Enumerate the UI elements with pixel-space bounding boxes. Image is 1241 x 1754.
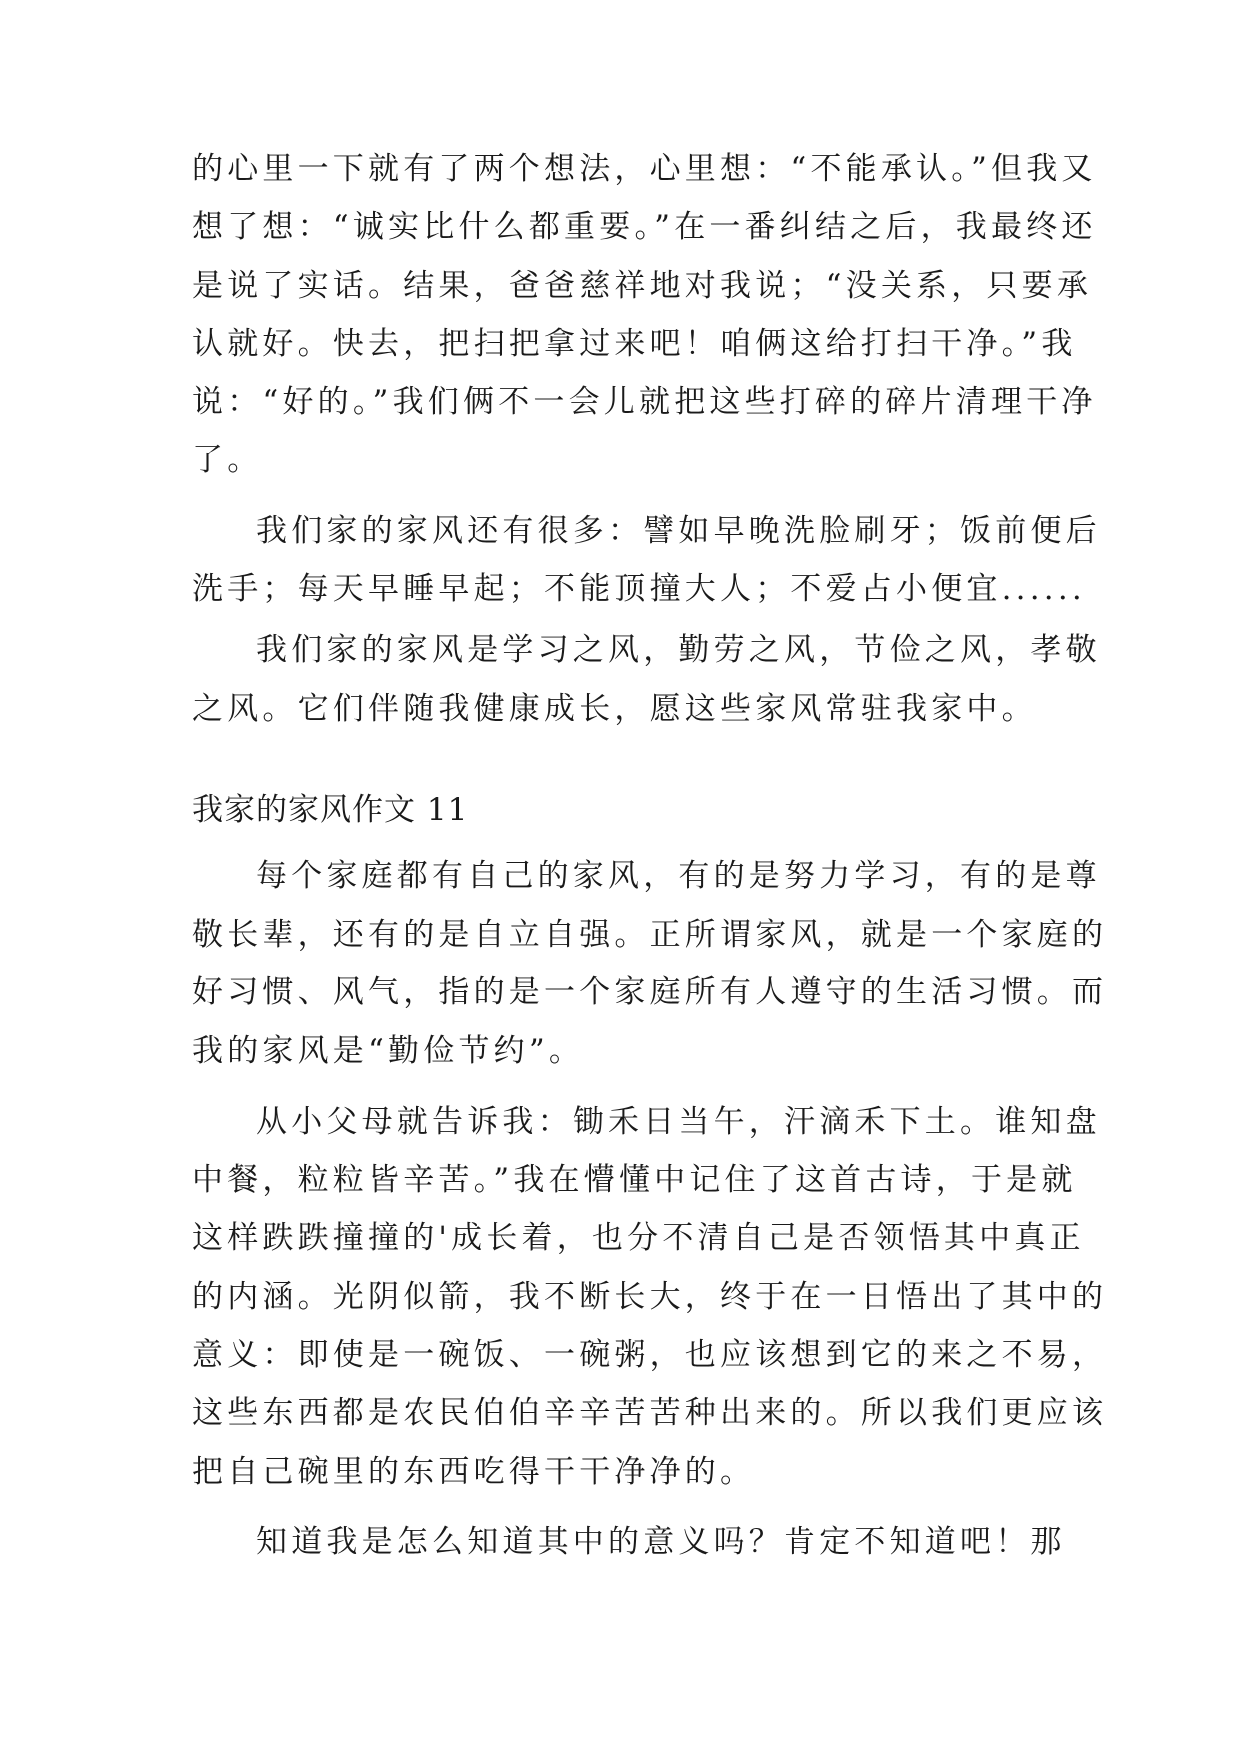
paragraph-line: 把自己碗里的东西吃得干干净净的。: [192, 1454, 756, 1490]
paragraph-line: 敬长辈，还有的是自立自强。正所谓家风，就是一个家庭的: [192, 917, 1108, 953]
paragraph-line: 说：“好的。”我们俩不一会儿就把这些打碎的碎片清理干净: [192, 384, 1097, 420]
paragraph-line: 我们家的家风是学习之风，勤劳之风，节俭之风，孝敬: [256, 632, 1101, 668]
paragraph-line: 知道我是怎么知道其中的意义吗？肯定不知道吧！那: [256, 1524, 1066, 1560]
paragraph-line: 认就好。快去，把扫把拿过来吧！咱俩这给打扫干净。”我: [192, 326, 1077, 362]
paragraph-line: 每个家庭都有自己的家风，有的是努力学习，有的是尊: [256, 858, 1101, 894]
paragraph-line: 之风。它们伴随我健康成长，愿这些家风常驻我家中。: [192, 691, 1037, 727]
paragraph-line: 了。: [192, 442, 263, 478]
paragraph-line: 洗手；每天早睡早起；不能顶撞大人；不爱占小便宜......: [192, 571, 1086, 607]
paragraph-line: 的内涵。光阴似箭，我不断长大，终于在一日悟出了其中的: [192, 1279, 1108, 1315]
paragraph-line: 我们家的家风还有很多：譬如早晚洗脸刷牙；饭前便后: [256, 513, 1101, 549]
paragraph-line: 是说了实话。结果，爸爸慈祥地对我说；“没关系，只要承: [192, 268, 1093, 304]
paragraph-line: 意义：即使是一碗饭、一碗粥，也应该想到它的来之不易，: [192, 1337, 1108, 1373]
paragraph-line: 的心里一下就有了两个想法，心里想：“不能承认。”但我又: [192, 151, 1097, 187]
section-heading: 我家的家风作文 11: [192, 792, 469, 828]
paragraph-line: 想了想：“诚实比什么都重要。”在一番纠结之后，我最终还: [192, 209, 1097, 245]
paragraph-line: 这些东西都是农民伯伯辛辛苦苦种出来的。所以我们更应该: [192, 1395, 1108, 1431]
paragraph-line: 这样跌跌撞撞的'成长着，也分不清自己是否领悟其中真正: [192, 1220, 1085, 1256]
paragraph-line: 中餐，粒粒皆辛苦。”我在懵懂中记住了这首古诗，于是就: [192, 1162, 1077, 1198]
paragraph-line: 我的家风是“勤俭节约”。: [192, 1033, 585, 1069]
paragraph-line: 从小父母就告诉我：锄禾日当午，汗滴禾下土。谁知盘: [256, 1104, 1101, 1140]
paragraph-line: 好习惯、风气，指的是一个家庭所有人遵守的生活习惯。而: [192, 974, 1108, 1010]
